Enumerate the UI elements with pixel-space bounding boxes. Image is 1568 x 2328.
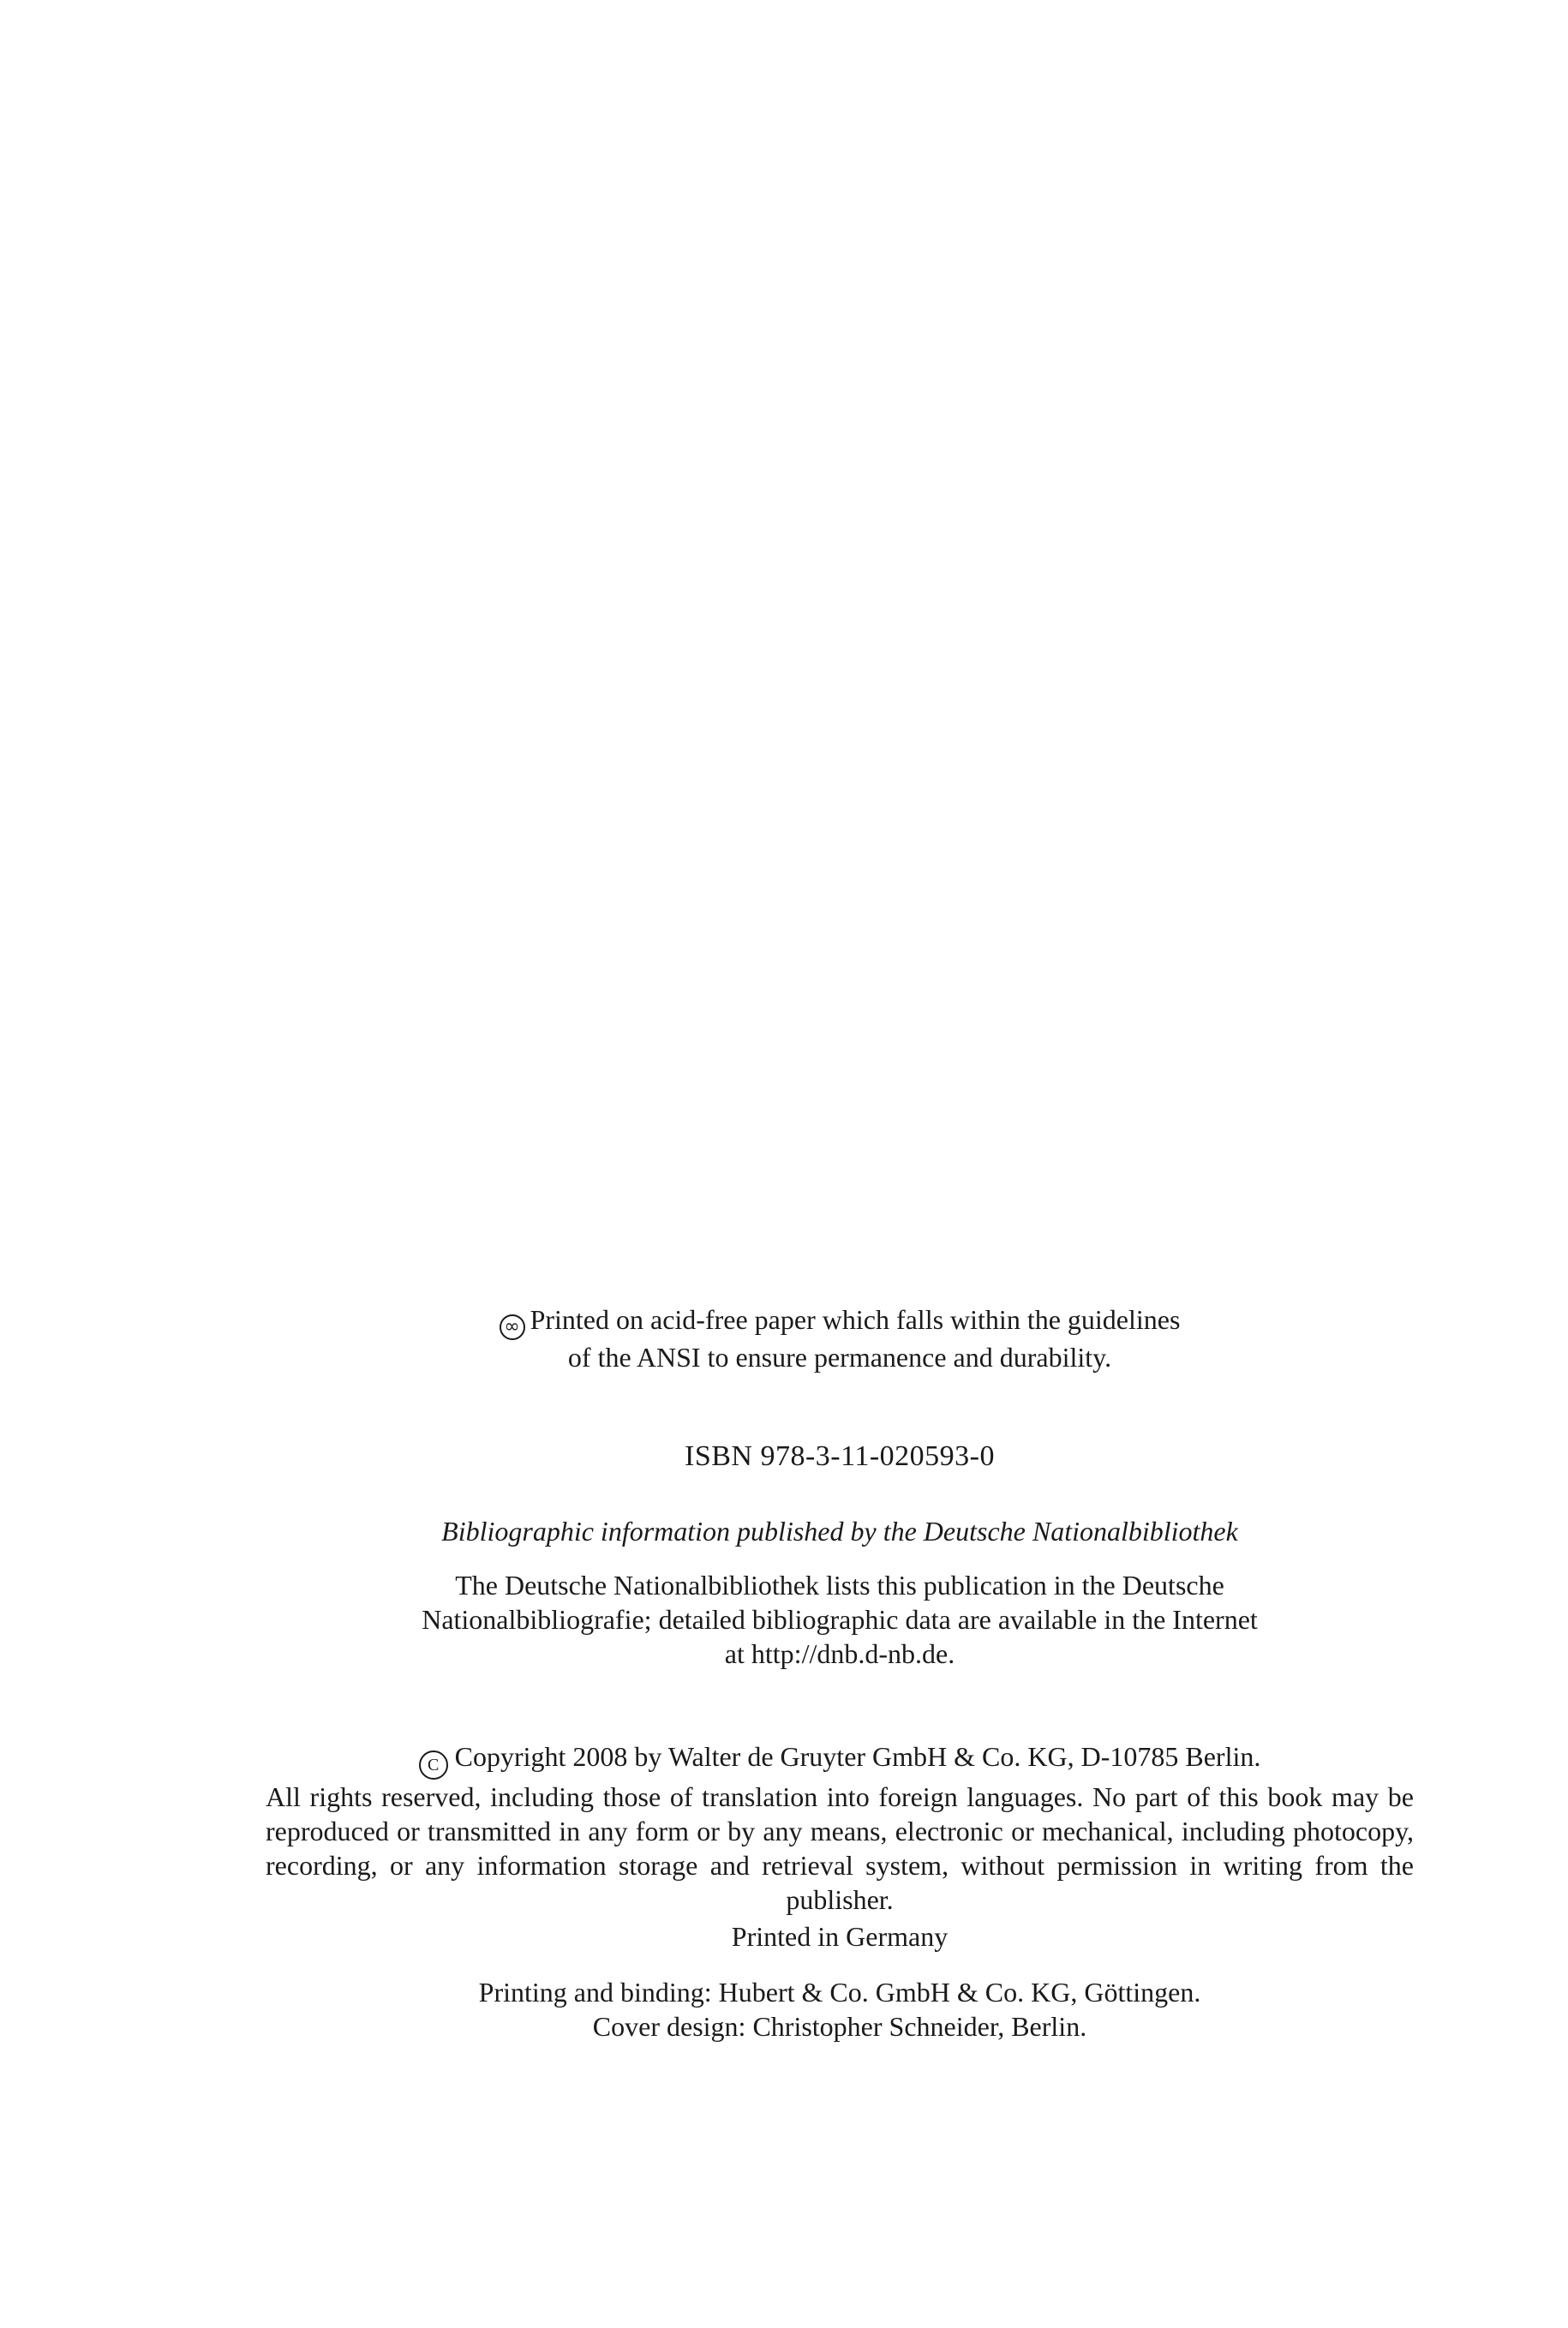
bibliographic-title: Bibliographic information published by the Deutsche Nationalbibliothek bbox=[441, 1516, 1238, 1547]
acid-free-line-2: of the ANSI to ensure permanence and durability. bbox=[567, 1342, 1112, 1373]
bibliographic-line-1: The Deutsche Nationalbibliothek lists this publication in the Deutsche bbox=[455, 1570, 1224, 1601]
copyright-line bbox=[266, 1739, 1414, 1780]
acid-free-text-1: Printed on acid-free paper which falls within the guidelines bbox=[530, 1304, 1181, 1335]
rights-reserved-text: All rights reserved, including those of translation into foreign languages. No part of this book may be reproduced or transmitted in any form or by any means, electronic or mechanical, including photocopy, recording, or any information storage and retrieval system, without permission in writing from the publisher. bbox=[266, 1781, 1414, 1915]
isbn: ISBN 978-3-11-020593-0 bbox=[685, 1440, 995, 1472]
cover-design-line: Cover design: Christopher Schneider, Berlin. bbox=[592, 2011, 1087, 2042]
acid-free-notice bbox=[266, 1302, 1414, 1374]
printing-binding-line: Printing and binding: Hubert & Co. GmbH & Co. KG, Göttingen. bbox=[478, 1977, 1201, 2008]
bibliographic-line-3: at http://dnb.d-nb.de. bbox=[724, 1638, 955, 1669]
copyright-icon: C bbox=[419, 1750, 448, 1780]
infinity-circle-icon: ∞ bbox=[500, 1314, 525, 1340]
printed-in: Printed in Germany bbox=[731, 1921, 949, 1952]
printing-credits bbox=[266, 1975, 1414, 2044]
copyright-text: Copyright 2008 by Walter de Gruyter GmbH & Co. KG, D-10785 Berlin. bbox=[454, 1741, 1261, 1772]
bibliographic-text bbox=[266, 1568, 1414, 1671]
bibliographic-line-2: Nationalbibliografie; detailed bibliographic data are available in the Internet bbox=[422, 1604, 1258, 1635]
acid-free-line-1 bbox=[266, 1302, 1414, 1340]
copyright-notice bbox=[266, 1739, 1414, 1917]
